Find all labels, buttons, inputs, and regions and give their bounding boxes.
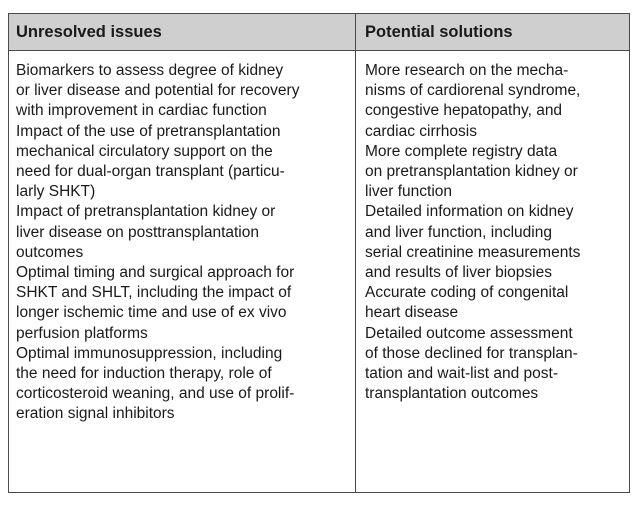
solutions-line: of those declined for transplan- — [365, 344, 578, 362]
issues-line: SHKT and SHLT, including the impact of — [16, 284, 292, 302]
table-header-row — [9, 14, 629, 51]
issues-column — [16, 61, 350, 425]
solutions-line: and results of liver biopsies — [365, 264, 552, 282]
solutions-line: heart disease — [365, 304, 459, 322]
issues-line: Optimal timing and surgical approach for — [16, 264, 295, 282]
issues-line: eration signal inhibitors — [16, 405, 175, 423]
solutions-line: on pretransplantation kidney or — [365, 163, 578, 181]
issues-line: Biomarkers to assess degree of kidney — [16, 62, 284, 79]
issues-line: outcomes — [16, 243, 84, 261]
issues-line: Impact of the use of pretransplantation — [16, 122, 281, 140]
issues-line: mechanical circulatory support on the — [16, 142, 273, 160]
solutions-line: More complete registry data — [365, 142, 558, 160]
header-potential-solutions: Potential solutions — [365, 23, 513, 41]
solutions-line: and liver function, including — [365, 223, 552, 241]
solutions-line: tation and wait-list and post- — [365, 365, 558, 383]
solutions-line: Detailed information on kidney — [365, 203, 574, 221]
issues-solutions-table — [8, 13, 630, 493]
issues-line: the need for induction therapy, role of — [16, 365, 272, 383]
issues-line: need for dual-organ transplant (particu- — [16, 163, 285, 181]
issues-line: or liver disease and potential for recovery — [16, 82, 300, 100]
issues-line: longer ischemic time and use of ex vivo — [16, 304, 287, 322]
solutions-column — [365, 61, 627, 404]
issues-line: larly SHKT) — [16, 183, 96, 201]
solutions-line: liver function — [365, 183, 453, 201]
solutions-line: serial creatinine measurements — [365, 243, 581, 261]
header-unresolved-issues: Unresolved issues — [16, 23, 162, 41]
issues-line: liver disease on posttransplantation — [16, 223, 259, 241]
solutions-line: Detailed outcome assessment — [365, 324, 573, 342]
issues-line: corticosteroid weaning, and use of prolif- — [16, 385, 295, 403]
solutions-line: transplantation outcomes — [365, 385, 539, 403]
issues-line: Optimal immunosuppression, including — [16, 344, 283, 362]
solutions-line: cardiac cirrhosis — [365, 122, 477, 140]
issues-line: with improvement in cardiac function — [16, 102, 267, 120]
issues-line: perfusion platforms — [16, 324, 148, 342]
solutions-line: nisms of cardiorenal syndrome, — [365, 82, 581, 100]
issues-line: Impact of pretransplantation kidney or — [16, 203, 276, 221]
column-divider — [355, 14, 356, 492]
solutions-line: Accurate coding of congenital — [365, 284, 569, 302]
solutions-line: More research on the mecha- — [365, 62, 569, 79]
solutions-line: congestive hepatopathy, and — [365, 102, 563, 120]
